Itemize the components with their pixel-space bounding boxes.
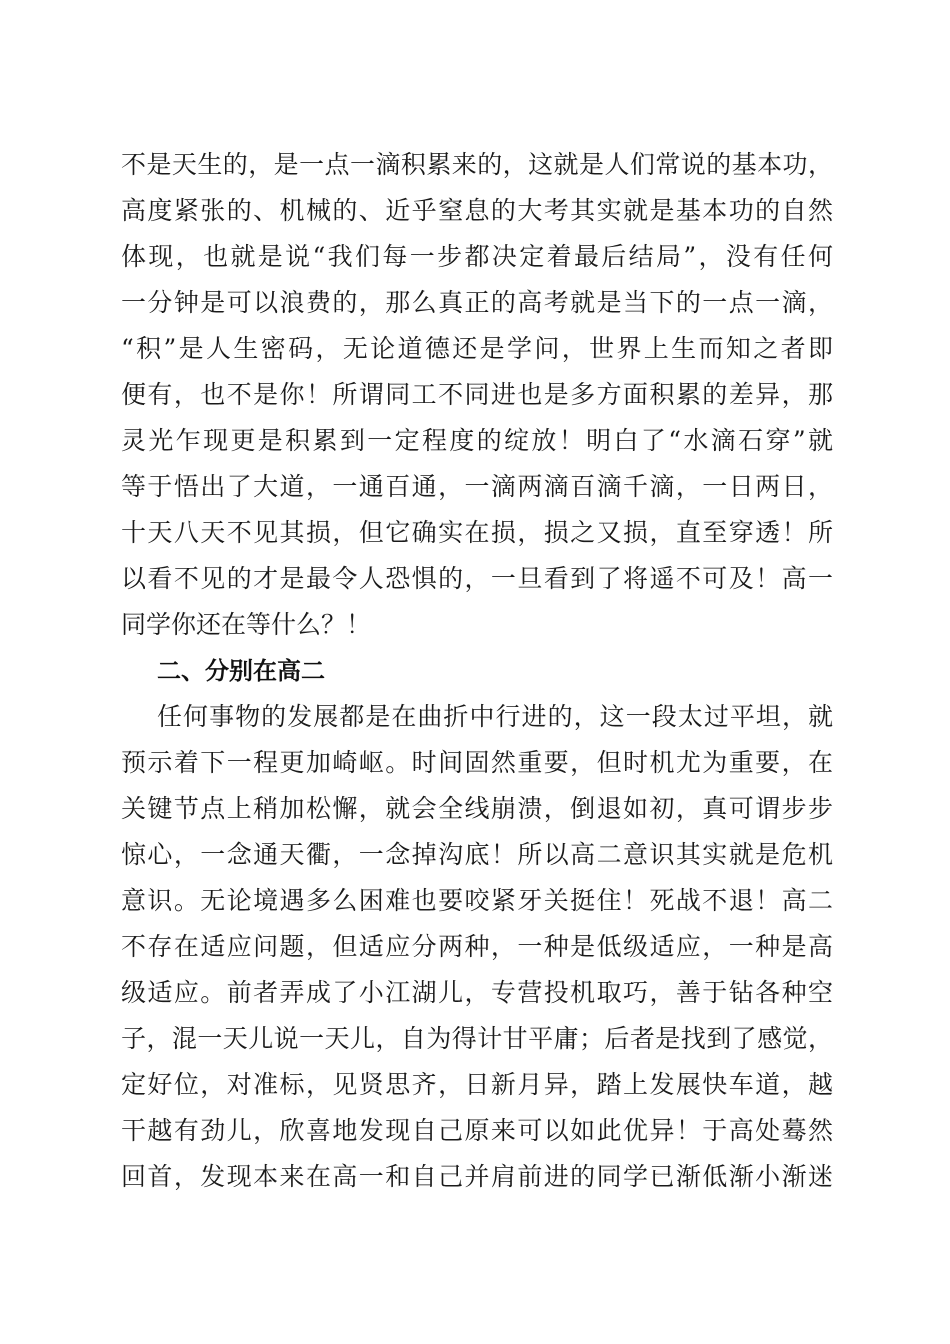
document-body <box>121 142 833 1200</box>
text-line: “积”是人生密码，无论道德还是学问，世界上生而知之者即 <box>121 334 833 363</box>
text-line: 回首，发现本来在高一和自己并肩前进的同学已渐低渐小渐迷 <box>121 1162 833 1191</box>
text-line: 级适应。前者弄成了小江湖儿，专营投机取巧，善于钻各种空 <box>121 978 833 1007</box>
text-line: 定好位，对准标，见贤思齐，日新月异，踏上发展快车道，越 <box>121 1070 833 1099</box>
text-line: 关键节点上稍加松懈，就会全线崩溃，倒退如初，真可谓步步 <box>121 794 833 823</box>
text-line: 意识。无论境遇多么困难也要咬紧牙关挺住！死战不退！高二 <box>121 886 833 915</box>
text-line: 体现，也就是说“我们每一步都决定着最后结局”，没有任何 <box>121 242 833 271</box>
text-line: 预示着下一程更加崎岖。时间固然重要，但时机尤为重要，在 <box>121 748 833 777</box>
text-line: 不存在适应问题，但适应分两种，一种是低级适应，一种是高 <box>121 932 833 961</box>
section-heading: 二、分别在高二 <box>157 657 325 685</box>
text-line: 高度紧张的、机械的、近乎窒息的大考其实就是基本功的自然 <box>121 196 833 225</box>
text-line: 不是天生的，是一点一滴积累来的，这就是人们常说的基本功， <box>121 150 833 179</box>
text-line: 便有，也不是你！所谓同工不同进也是多方面积累的差异，那 <box>121 380 833 409</box>
text-line: 干越有劲儿，欣喜地发现自己原来可以如此优异！于高处蓦然 <box>121 1116 833 1145</box>
text-line: 等于悟出了大道，一通百通，一滴两滴百滴千滴，一日两日， <box>121 472 833 501</box>
text-line: 十天八天不见其损，但它确实在损，损之又损，直至穿透！所 <box>121 518 833 547</box>
text-line: 惊心，一念通天衢，一念掉沟底！所以高二意识其实就是危机 <box>121 840 833 869</box>
text-line: 同学你还在等什么？！ <box>121 610 372 639</box>
text-line: 一分钟是可以浪费的，那么真正的高考就是当下的一点一滴， <box>121 288 833 317</box>
text-line: 子，混一天儿说一天儿，自为得计甘平庸；后者是找到了感觉， <box>121 1024 833 1053</box>
paragraph-2 <box>121 694 833 1200</box>
paragraph-1 <box>121 142 833 648</box>
text-line: 任何事物的发展都是在曲折中行进的，这一段太过平坦，就 <box>157 702 833 731</box>
text-line: 以看不见的才是最令人恐惧的，一旦看到了将遥不可及！高一 <box>121 564 833 593</box>
text-line: 灵光乍现更是积累到一定程度的绽放！明白了“水滴石穿”就 <box>121 426 833 455</box>
